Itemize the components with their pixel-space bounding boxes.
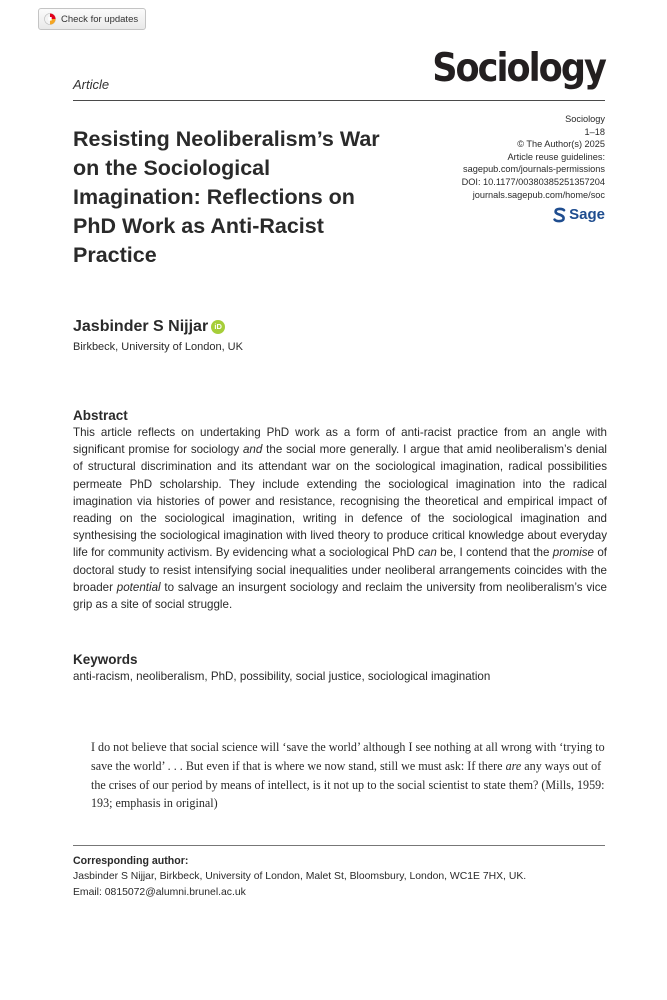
check-updates-label: Check for updates [61, 13, 139, 25]
publisher-name: Sage [569, 206, 605, 223]
abstract-emphasis: potential [116, 580, 161, 594]
meta-copyright: © The Author(s) 2025 [517, 139, 605, 150]
abstract-text-part: the social more generally. I argue that amid neoliberalism’s denial of structural discrimination and its attendant war on the sociological imagination, radical possibilities permeate PhD scholarship. They include extending the sociological imagination into the radical imagination via histories of power and resistance, recognising the theoretical and empirical impact of reading on the sociological imagination, writing in defence of the sociological imagination and synthesising the sociological imagination with lived theory to produce critical knowledge about everyday life for community activism. By evidencing what a sociological PhD [73, 443, 607, 560]
check-for-updates-button[interactable] [38, 8, 146, 30]
author-block [73, 318, 243, 353]
keywords-heading: Keywords [73, 652, 138, 667]
meta-doi-link[interactable]: DOI: 10.1177/00380385251357204 [461, 176, 605, 187]
sage-s-icon [553, 207, 566, 223]
article-type-label: Article [73, 77, 110, 92]
epigraph-quote [91, 738, 607, 813]
meta-reuse-label: Article reuse guidelines: [507, 151, 605, 162]
abstract-heading: Abstract [73, 408, 128, 423]
author-name[interactable]: Jasbinder S Nijjar [73, 318, 209, 335]
abstract-text-part: of doctoral study to resist intensifying social inequalities under neoliberal arrangements coincides with the broader [73, 546, 607, 594]
abstract-section [73, 408, 607, 613]
meta-permissions-link[interactable]: sagepub.com/journals-permissions [463, 164, 605, 175]
abstract-text [73, 424, 607, 613]
abstract-text-part: be, I contend that the [436, 546, 553, 560]
epigraph-emphasis: are [505, 758, 522, 773]
check-updates-icon [44, 13, 56, 25]
corresponding-email[interactable]: Email: 0815072@alumni.brunel.ac.uk [73, 887, 246, 898]
orcid-icon[interactable]: iD [211, 320, 225, 334]
abstract-text-part: This article reflects on undertaking PhD work as a form of anti-racist practice from an angle with significant promise for sociology [73, 426, 607, 457]
meta-journal: Sociology [565, 114, 605, 124]
author-affiliation: Birkbeck, University of London, UK [73, 341, 243, 353]
epigraph-text-part: I do not believe that social science will ‘save the world’ although I see nothing at all wrong with ‘trying to save the world’ . . . But even if that is where we now stand, still we must ask: If there [91, 740, 605, 773]
keywords-section [73, 652, 607, 685]
abstract-emphasis: promise [552, 546, 594, 560]
journal-logo: Sociology [432, 46, 605, 91]
keywords-list: anti-racism, neoliberalism, PhD, possibility, social justice, sociological imagination [73, 670, 491, 683]
abstract-emphasis: and [242, 443, 263, 457]
corresponding-label: Corresponding author: [73, 855, 189, 867]
meta-pages: 1–18 [584, 126, 605, 137]
header-rule [73, 100, 605, 101]
author-line [73, 318, 243, 336]
footnote-rule [73, 845, 605, 846]
abstract-text-part: to salvage an insurgent sociology and reclaim the university from neoliberalism’s vice grip as a site of social struggle. [73, 580, 607, 612]
meta-journal-link[interactable]: journals.sagepub.com/home/soc [472, 189, 605, 200]
epigraph-text-part: any ways out of the crises of our period by means of intellect, is it not up to the social scientist to state them? (Mills, 1959: 193; emphasis in original) [91, 758, 605, 811]
corresponding-author [73, 853, 613, 901]
corresponding-address: Jasbinder S Nijjar, Birkbeck, University of London, Malet St, Bloomsbury, London, WC1E 7HX, UK. [73, 871, 527, 882]
article-title: Resisting Neoliberalism’s War on the Sociological Imagination: Reflections on PhD Work as Anti-Racist Practice [73, 127, 380, 267]
article-meta [462, 113, 605, 201]
publisher-logo [553, 206, 605, 223]
abstract-emphasis: can [418, 546, 437, 560]
